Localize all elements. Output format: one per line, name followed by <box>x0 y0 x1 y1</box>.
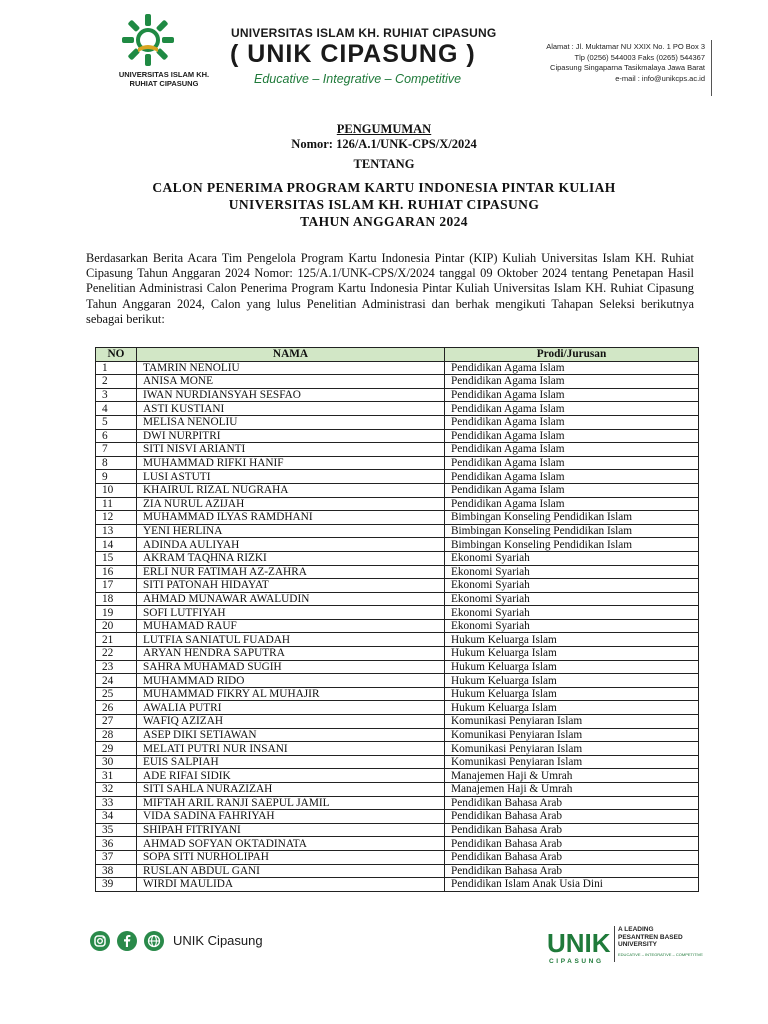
table-row <box>96 524 699 538</box>
study-program: Pendidikan Bahasa Arab <box>445 837 699 851</box>
row-number: 8 <box>96 456 137 470</box>
study-program: Pendidikan Agama Islam <box>445 470 699 484</box>
candidate-name: ADINDA AULIYAH <box>137 538 445 552</box>
table-row <box>96 429 699 443</box>
table-row <box>96 565 699 579</box>
row-number: 30 <box>96 755 137 769</box>
university-name: UNIVERSITAS ISLAM KH. RUHIAT CIPASUNG <box>231 26 497 40</box>
instagram-icon[interactable] <box>90 931 110 951</box>
study-program: Hukum Keluarga Islam <box>445 674 699 688</box>
candidate-name: RUSLAN ABDUL GANI <box>137 864 445 878</box>
study-program: Pendidikan Agama Islam <box>445 483 699 497</box>
row-number: 7 <box>96 443 137 457</box>
table-row <box>96 592 699 606</box>
candidate-name: TAMRIN NENOLIU <box>137 361 445 375</box>
candidate-name: MELATI PUTRI NUR INSANI <box>137 742 445 756</box>
announcement-title-line: UNIVERSITAS ISLAM KH. RUHIAT CIPASUNG <box>228 197 540 212</box>
candidate-name: LUTFIA SANIATUL FUADAH <box>137 633 445 647</box>
table-body <box>96 361 699 891</box>
study-program: Ekonomi Syariah <box>445 592 699 606</box>
address-line: Alamat : Jl. Muktamar NU XXIX No. 1 PO Box 3 <box>546 42 705 51</box>
announcement-number: Nomor: 126/A.1/UNK-CPS/X/2024 <box>291 137 477 151</box>
study-program: Pendidikan Agama Islam <box>445 388 699 402</box>
study-program: Bimbingan Konseling Pendidikan Islam <box>445 538 699 552</box>
announcement-title-line: TAHUN ANGGARAN 2024 <box>300 214 468 229</box>
candidate-name: EUIS SALPIAH <box>137 755 445 769</box>
globe-icon[interactable] <box>144 931 164 951</box>
candidate-name: SOPA SITI NURHOLIPAH <box>137 850 445 864</box>
row-number: 36 <box>96 837 137 851</box>
row-number: 33 <box>96 796 137 810</box>
study-program: Pendidikan Bahasa Arab <box>445 864 699 878</box>
row-number: 25 <box>96 687 137 701</box>
candidate-name: ASTI KUSTIANI <box>137 402 445 416</box>
row-number: 21 <box>96 633 137 647</box>
table-row <box>96 687 699 701</box>
study-program: Pendidikan Agama Islam <box>445 402 699 416</box>
row-number: 4 <box>96 402 137 416</box>
candidate-name: SAHRA MUHAMAD SUGIH <box>137 660 445 674</box>
study-program: Ekonomi Syariah <box>445 606 699 620</box>
table-row <box>96 660 699 674</box>
candidate-name: WAFIQ AZIZAH <box>137 715 445 729</box>
candidate-name: IWAN NURDIANSYAH SESFAO <box>137 388 445 402</box>
row-number: 11 <box>96 497 137 511</box>
table-row <box>96 715 699 729</box>
row-number: 24 <box>96 674 137 688</box>
study-program: Hukum Keluarga Islam <box>445 701 699 715</box>
candidate-name: MUHAMMAD ILYAS RAMDHANI <box>137 511 445 525</box>
row-number: 39 <box>96 878 137 892</box>
candidate-name: MUHAMMAD RIDO <box>137 674 445 688</box>
row-number: 6 <box>96 429 137 443</box>
address-line: Tlp (0256) 544003 Faks (0265) 544367 <box>574 52 705 62</box>
study-program: Pendidikan Bahasa Arab <box>445 796 699 810</box>
table-row <box>96 470 699 484</box>
candidate-name: SITI NISVI ARIANTI <box>137 443 445 457</box>
row-number: 16 <box>96 565 137 579</box>
table-row <box>96 619 699 633</box>
table-row <box>96 755 699 769</box>
study-program: Komunikasi Penyiaran Islam <box>445 755 699 769</box>
column-header-name: NAMA <box>137 348 445 362</box>
study-program: Komunikasi Penyiaran Islam <box>445 728 699 742</box>
study-program: Pendidikan Agama Islam <box>445 415 699 429</box>
study-program: Pendidikan Islam Anak Usia Dini <box>445 878 699 892</box>
study-program: Ekonomi Syariah <box>445 551 699 565</box>
study-program: Komunikasi Penyiaran Islam <box>445 715 699 729</box>
table-row <box>96 579 699 593</box>
row-number: 32 <box>96 783 137 797</box>
candidate-name: WIRDI MAULIDA <box>137 878 445 892</box>
table-row <box>96 728 699 742</box>
study-program: Pendidikan Agama Islam <box>445 429 699 443</box>
candidate-name: AKRAM TAQHNA RIZKI <box>137 551 445 565</box>
table-row <box>96 783 699 797</box>
row-number: 12 <box>96 511 137 525</box>
candidate-name: AHMAD SOFYAN OKTADINATA <box>137 837 445 851</box>
study-program: Pendidikan Agama Islam <box>445 497 699 511</box>
candidate-name: MUHAMAD RAUF <box>137 619 445 633</box>
announcement-title-line: CALON PENERIMA PROGRAM KARTU INDONESIA PINTAR KULIAH <box>152 180 616 195</box>
study-program: Hukum Keluarga Islam <box>445 647 699 661</box>
candidate-name: ARYAN HENDRA SAPUTRA <box>137 647 445 661</box>
footer-tag-line: PESANTREN BASED <box>618 933 683 941</box>
table-row <box>96 769 699 783</box>
candidate-name: LUSI ASTUTI <box>137 470 445 484</box>
table-row <box>96 742 699 756</box>
table-row <box>96 375 699 389</box>
table-row <box>96 443 699 457</box>
row-number: 20 <box>96 619 137 633</box>
row-number: 18 <box>96 592 137 606</box>
row-number: 14 <box>96 538 137 552</box>
footer-divider <box>614 926 615 962</box>
candidate-name: ERLI NUR FATIMAH AZ-ZAHRA <box>137 565 445 579</box>
table-row <box>96 511 699 525</box>
row-number: 35 <box>96 823 137 837</box>
table-row <box>96 701 699 715</box>
row-number: 37 <box>96 850 137 864</box>
candidate-name: MELISA NENOLIU <box>137 415 445 429</box>
table-row <box>96 388 699 402</box>
study-program: Pendidikan Agama Islam <box>445 361 699 375</box>
table-row <box>96 810 699 824</box>
candidate-name: SITI PATONAH HIDAYAT <box>137 579 445 593</box>
footer-tag-line: A LEADING <box>618 926 654 933</box>
row-number: 5 <box>96 415 137 429</box>
study-program: Pendidikan Agama Islam <box>445 456 699 470</box>
study-program: Manajemen Haji & Umrah <box>445 783 699 797</box>
footer-logo <box>545 924 613 966</box>
row-number: 22 <box>96 647 137 661</box>
study-program: Ekonomi Syariah <box>445 579 699 593</box>
announcement-body: Berdasarkan Berita Acara Tim Pengelola Program Kartu Indonesia Pintar (KIP) Kuliah Universitas Islam KH. Ruhiat Cipasung Tahun Anggaran 2024 Nomor: 125/A.1/UNK-CPS/X/2024 tanggal 09 Oktober 2024 tentang Penetapan Hasil Penelitian Administrasi Calon Penerima Program Kartu Indonesia Pintar Kuliah Universitas Islam KH. Ruhiat Cipasung Tahun Anggaran 2024, Calon yang lulus Penelitian Administrasi dan berhak mengikuti Tahapan Seleksi berikutnya sebagai berikut: <box>86 251 694 326</box>
table-row <box>96 456 699 470</box>
university-short-title: ( UNIK CIPASUNG ) <box>230 40 476 68</box>
study-program: Pendidikan Bahasa Arab <box>445 810 699 824</box>
candidate-name: MUHAMMAD RIFKI HANIF <box>137 456 445 470</box>
study-program: Hukum Keluarga Islam <box>445 633 699 647</box>
study-program: Komunikasi Penyiaran Islam <box>445 742 699 756</box>
study-program: Bimbingan Konseling Pendidikan Islam <box>445 511 699 525</box>
row-number: 27 <box>96 715 137 729</box>
row-number: 19 <box>96 606 137 620</box>
candidate-name: AWALIA PUTRI <box>137 701 445 715</box>
announcement-about: TENTANG <box>353 157 415 171</box>
table-row <box>96 864 699 878</box>
table-row <box>96 796 699 810</box>
column-header-prodi: Prodi/Jurusan <box>445 348 699 362</box>
university-logo-icon <box>120 12 176 68</box>
study-program: Hukum Keluarga Islam <box>445 687 699 701</box>
row-number: 31 <box>96 769 137 783</box>
table-row <box>96 415 699 429</box>
footer-tag-line: UNIVERSITY <box>618 941 658 948</box>
candidate-name: SOFI LUTFIYAH <box>137 606 445 620</box>
candidate-name: VIDA SADINA FAHRIYAH <box>137 810 445 824</box>
candidate-name: SHIPAH FITRIYANI <box>137 823 445 837</box>
row-number: 15 <box>96 551 137 565</box>
footer-tag-small: EDUCATIVE – INTEGRATIVE – COMPETITIVE <box>618 951 703 957</box>
table-row <box>96 361 699 375</box>
row-number: 3 <box>96 388 137 402</box>
study-program: Manajemen Haji & Umrah <box>445 769 699 783</box>
announcement-heading: PENGUMUMAN <box>336 122 432 136</box>
row-number: 34 <box>96 810 137 824</box>
row-number: 26 <box>96 701 137 715</box>
logo-caption: UNIVERSITAS ISLAM KH. RUHIAT CIPASUNG <box>118 70 210 88</box>
table-row <box>96 402 699 416</box>
table-row <box>96 551 699 565</box>
table-row <box>96 850 699 864</box>
candidate-name: ANISA MONE <box>137 375 445 389</box>
study-program: Pendidikan Agama Islam <box>445 443 699 457</box>
candidate-name: AHMAD MUNAWAR AWALUDIN <box>137 592 445 606</box>
row-number: 29 <box>96 742 137 756</box>
table-row <box>96 538 699 552</box>
address-line: e-mail : info@unikcps.ac.id <box>615 73 705 83</box>
table-row <box>96 837 699 851</box>
table-row <box>96 483 699 497</box>
candidate-name: MUHAMMAD FIKRY AL MUHAJIR <box>137 687 445 701</box>
row-number: 10 <box>96 483 137 497</box>
footer-tagline <box>618 926 718 958</box>
row-number: 23 <box>96 660 137 674</box>
study-program: Ekonomi Syariah <box>445 565 699 579</box>
candidate-name: YENI HERLINA <box>137 524 445 538</box>
row-number: 1 <box>96 361 137 375</box>
footer-logo-text: UNIK <box>547 928 611 958</box>
table-row <box>96 497 699 511</box>
tagline: Educative – Integrative – Competitive <box>254 72 462 86</box>
address-line: Cipasung Singaparna Tasikmalaya Jawa Barat <box>550 63 705 72</box>
column-header-no: NO <box>96 348 137 362</box>
table-row <box>96 647 699 661</box>
row-number: 13 <box>96 524 137 538</box>
row-number: 9 <box>96 470 137 484</box>
footer-logo-subtext: CIPASUNG <box>549 958 604 965</box>
row-number: 38 <box>96 864 137 878</box>
candidate-name: MIFTAH ARIL RANJI SAEPUL JAMIL <box>137 796 445 810</box>
row-number: 2 <box>96 375 137 389</box>
address-block <box>520 42 705 84</box>
candidate-name: ADE RIFAI SIDIK <box>137 769 445 783</box>
letterhead <box>0 0 768 100</box>
table-row <box>96 823 699 837</box>
facebook-icon[interactable] <box>117 931 137 951</box>
row-number: 17 <box>96 579 137 593</box>
study-program: Pendidikan Bahasa Arab <box>445 850 699 864</box>
table-row <box>96 606 699 620</box>
study-program: Pendidikan Bahasa Arab <box>445 823 699 837</box>
table-header-row <box>96 348 699 362</box>
study-program: Hukum Keluarga Islam <box>445 660 699 674</box>
row-number: 28 <box>96 728 137 742</box>
study-program: Bimbingan Konseling Pendidikan Islam <box>445 524 699 538</box>
table-row <box>96 674 699 688</box>
candidate-name: SITI SAHLA NURAZIZAH <box>137 783 445 797</box>
candidate-name: ZIA NURUL AZIJAH <box>137 497 445 511</box>
address-divider <box>711 40 712 96</box>
candidate-name: DWI NURPITRI <box>137 429 445 443</box>
table-row <box>96 633 699 647</box>
table-row <box>96 878 699 892</box>
study-program: Pendidikan Agama Islam <box>445 375 699 389</box>
candidates-table <box>95 347 699 892</box>
candidate-name: KHAIRUL RIZAL NUGRAHA <box>137 483 445 497</box>
study-program: Ekonomi Syariah <box>445 619 699 633</box>
footer-social-label: UNIK Cipasung <box>173 933 263 948</box>
candidate-name: ASEP DIKI SETIAWAN <box>137 728 445 742</box>
